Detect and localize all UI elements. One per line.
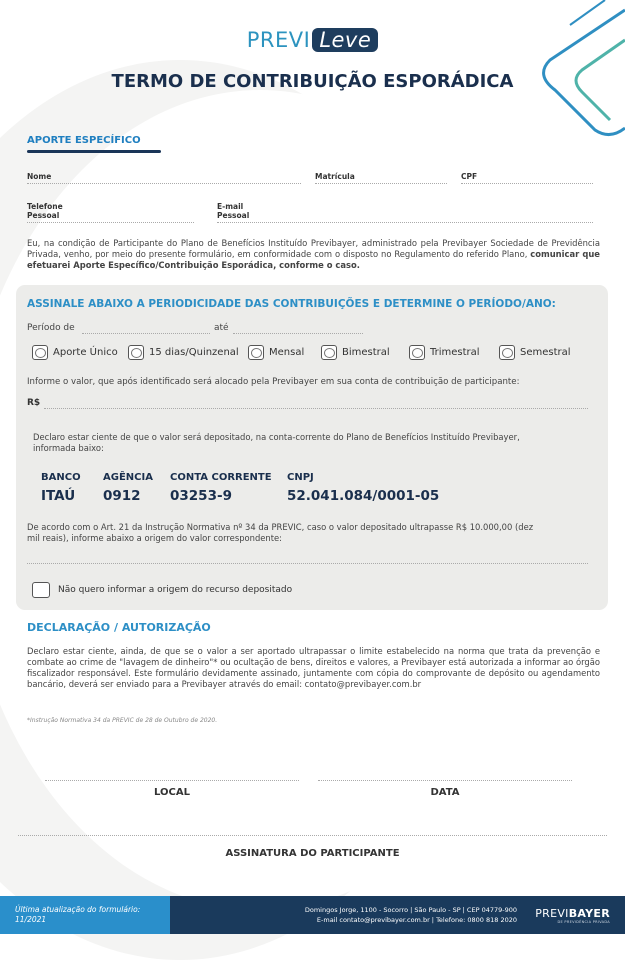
footer-address [305, 905, 517, 925]
footer-update-box [0, 896, 170, 934]
circle-icon [412, 348, 423, 358]
telefone-label [27, 202, 63, 220]
previbayer-logo [535, 907, 610, 924]
circle-icon [502, 348, 513, 358]
declaracao-title: DECLARAÇÃO / AUTORIZAÇÃO [27, 621, 211, 634]
address-line1: Domingos Jorge, 1100 - Socorro | São Paulo - SP | CEP 04779-900 [304, 906, 517, 914]
cpf-label: CPF [461, 172, 478, 181]
matricula-field[interactable] [315, 183, 447, 184]
cpf-field[interactable] [461, 183, 593, 184]
matricula-label: Matrícula [315, 172, 355, 181]
email-field[interactable] [217, 222, 593, 223]
banco-label: BANCO [41, 472, 81, 483]
circle-icon [35, 348, 46, 358]
option-label: Trimestral [430, 346, 480, 358]
option-label: Bimestral [342, 346, 390, 358]
participant-statement [27, 238, 600, 271]
option-trimestral[interactable] [409, 344, 480, 360]
conta-label: CONTA CORRENTE [170, 472, 272, 483]
email-label [217, 202, 249, 220]
logo-subtitle: DE PREVIDÊNCIA PRIVADA [557, 920, 610, 924]
checkbox[interactable] [32, 345, 48, 360]
telefone-label-line2: Pessoal [27, 211, 60, 220]
update-line1: Última atualização do formulário: [15, 905, 141, 914]
valor-instruction: Informe o valor, que após identificado será alocado pela Previbayer em sua conta de contribuição de participante: [27, 377, 520, 387]
option-mensal[interactable] [248, 344, 304, 360]
declaracao-text: Declaro estar ciente, ainda, de que se o valor a ser aportado ultrapassar o limite estabelecido na norma que trata da prevenção e combate ao crime de "lavagem de dinheiro"* ou ocultação de bens, direitos e valores, a Previbayer está autorizada a informar ao órgão fiscalizador responsável. Este formulário devidamente assinado, juntamente com cópia do comprovante de depósito ou agendamento bancário, deverá ser enviado para a Previbayer através do email: contato@previbayer.com.br [27, 646, 600, 689]
option-quinzenal[interactable] [128, 344, 239, 360]
data-line[interactable] [318, 780, 572, 781]
email-label-line1: E-mail [217, 202, 244, 211]
cnpj-value: 52.041.084/0001-05 [287, 488, 440, 504]
option-label: Mensal [269, 346, 305, 358]
checkbox[interactable] [321, 345, 337, 360]
footer-update [15, 905, 140, 925]
option-aporte-unico[interactable] [32, 344, 118, 360]
option-semestral[interactable] [499, 344, 571, 360]
update-line2: 11/2021 [15, 915, 47, 924]
nao-quero-option[interactable] [32, 582, 292, 598]
data-label: DATA [430, 787, 460, 798]
periodicity-title: ASSINALE ABAIXO A PERIODICIDADE DAS CONTRIBUIÇÕES E DETERMINE O PERÍODO/ANO: [27, 298, 556, 310]
option-label: 15 dias/Quinzenal [149, 346, 239, 358]
option-label: Aporte Único [53, 346, 118, 358]
decorative-corner-lines [510, 0, 625, 140]
origem-field[interactable] [27, 563, 588, 564]
option-bimestral[interactable] [321, 344, 390, 360]
statement-text: Eu, na condição de Participante do Plano de Benefícios Instituído Previbayer, administrado pela Previbayer Sociedade de Previdência Privada, venho, por meio do presente formulário, em conformidade com o disposto no Regulamento do referido Plano, [27, 238, 600, 259]
option-label: Semestral [520, 346, 571, 358]
cnpj-label: CNPJ [287, 472, 314, 483]
banco-value: ITAÚ [41, 488, 76, 504]
checkbox[interactable] [128, 345, 144, 360]
email-label-line2: Pessoal [217, 211, 250, 220]
signature-line[interactable] [18, 835, 607, 836]
footnote: *Instrução Normativa 34 da PREVIC de 28 de Outubro de 2020. [27, 717, 218, 724]
circle-icon [131, 348, 142, 358]
checkbox[interactable] [409, 345, 425, 360]
telefone-label-line1: Telefone [27, 202, 63, 211]
art-21-text: De acordo com o Art. 21 da Instrução Normativa nº 34 da PREVIC, caso o valor depositado ultrapasse R$ 10.000,00 (dez mil reais), informe abaixo a origem do valor correspondente: [27, 522, 534, 543]
nao-quero-checkbox[interactable] [32, 582, 50, 598]
assinatura-label: ASSINATURA DO PARTICIPANTE [225, 848, 400, 859]
previleve-logo [0, 28, 625, 52]
address-line2: E-mail contato@previbayer.com.br | Telefone: 0800 818 2020 [316, 916, 517, 924]
telefone-field[interactable] [27, 222, 194, 223]
logo-prefix: PREVI [246, 28, 311, 52]
ate-label: até [214, 323, 229, 333]
valor-field[interactable] [44, 408, 588, 409]
aporte-section-title: APORTE ESPECÍFICO [27, 135, 141, 146]
local-label: LOCAL [154, 787, 190, 798]
periodo-label: Período de [27, 323, 75, 333]
circle-icon [324, 348, 335, 358]
page-title: TERMO DE CONTRIBUIÇÃO ESPORÁDICA [111, 71, 514, 92]
nao-quero-label: Não quero informar a origem do recurso depositado [58, 585, 293, 595]
declaro-text: Declaro estar ciente de que o valor será depositado, na conta-corrente do Plano de Benefícios Instituído Previbayer, informada baixo: [33, 432, 520, 453]
currency-label: R$ [27, 398, 41, 408]
circle-icon [251, 348, 262, 358]
periodo-fim-field[interactable] [233, 333, 363, 334]
agencia-value: 0912 [103, 488, 141, 504]
conta-value: 03253-9 [170, 488, 232, 504]
periodo-inicio-field[interactable] [82, 333, 210, 334]
nome-field[interactable] [27, 183, 301, 184]
logo-bold: BAYER [568, 907, 610, 920]
logo-box: Leve [312, 28, 378, 52]
footer [0, 896, 625, 934]
agencia-label: AGÊNCIA [103, 472, 153, 483]
checkbox[interactable] [248, 345, 264, 360]
local-line[interactable] [45, 780, 299, 781]
checkbox[interactable] [499, 345, 515, 360]
statement-bold: comunicar que efetuarei Aporte Específico/Contribuição Esporádica, conforme o caso. [27, 249, 600, 270]
nome-label: Nome [27, 172, 52, 181]
logo-prefix: PREVI [535, 907, 569, 920]
section-underline [27, 150, 161, 153]
